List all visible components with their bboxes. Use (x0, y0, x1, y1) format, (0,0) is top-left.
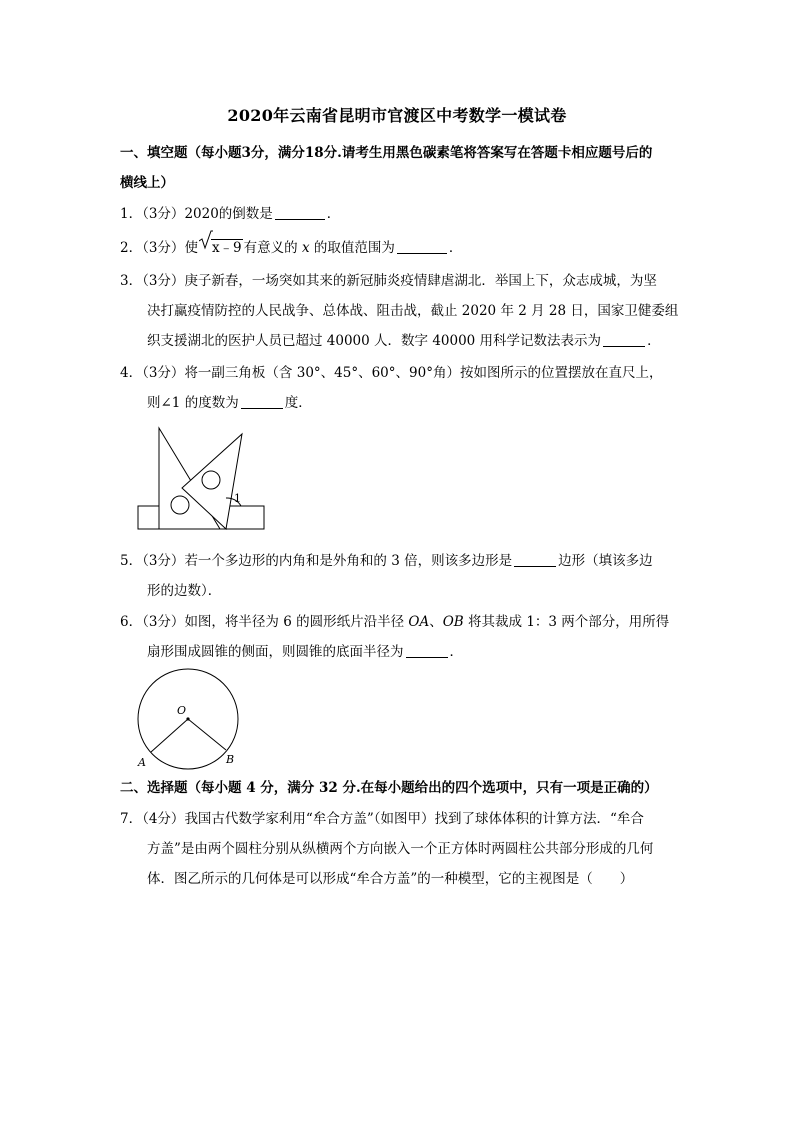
q4-line1: 将一副三角板（含 30°、45°、60°、90°角）按如图所示的位置摆放在直尺上， (184, 365, 663, 381)
q5-line1: 若一个多边形的内角和是外角和的 3 倍，则该多边形是 (184, 553, 513, 569)
q6-end: ． (449, 644, 463, 660)
q2-radicand: x﹣9 (211, 240, 242, 256)
q7-line1: 我国古代数学家利用“牟合方盖”（如图甲）找到了球体体积的计算方法．“牟合 (184, 811, 644, 827)
q2-number: 2． (120, 240, 143, 256)
q6-line2-wrap (120, 637, 680, 667)
q2-post2: 的取值范围为 (313, 240, 395, 256)
question-6 (120, 607, 680, 667)
section-choice-header: 二、选择题（每小题 4 分，满分 32 分.在每小题给出的四个选项中，只有一项是正确的） (120, 780, 658, 796)
q4-line2: 则∠1 的度数为 (147, 395, 239, 411)
q3-answer-blank[interactable] (603, 332, 645, 347)
q7-score: （4分） (142, 811, 185, 827)
radius-oa-line (151, 719, 188, 752)
q1-end: ． (326, 206, 341, 222)
radius-ob-line (188, 719, 226, 750)
q3-line2: 决打赢疫情防控的人民战争、总体战、阻击战，截止 2020 年 2 月 28 日，国家卫健委组 (147, 303, 679, 319)
q1-score: （3分） (142, 206, 185, 222)
q6-circle-figure (134, 668, 244, 770)
q6-radius-oa: OA (408, 614, 430, 630)
q5-line2: 形的边数）． (147, 583, 222, 599)
q6-answer-blank[interactable] (406, 643, 448, 658)
q4-line2-wrap (120, 388, 680, 418)
q2-variable: x (301, 240, 310, 256)
q7-number: 7． (120, 811, 143, 827)
q2-pre: 使 (184, 240, 198, 256)
q2-answer-blank[interactable] (397, 239, 447, 254)
question-4 (120, 358, 680, 418)
q3-number: 3． (120, 273, 143, 289)
q1-text: 2020的倒数是 (184, 206, 273, 222)
q3-line3: 织支援湖北的医护人员已超过 40000 人．数字 40000 用科学记数法表示为 (147, 333, 602, 349)
section-fill-in-line1: 一、填空题（每小题3分，满分18分.请考生用黑色碳素笔将答案写在答题卡相应题号后的 (120, 145, 653, 161)
section-fill-in-header (120, 138, 680, 198)
question-5 (120, 546, 680, 606)
q6-line1: 如图，将半径为 6 的圆形纸片沿半径 (184, 614, 405, 630)
label-a: A (138, 756, 146, 769)
q5-score: （3分） (142, 553, 185, 569)
q6-score: （3分） (142, 614, 185, 630)
label-b: B (226, 753, 235, 766)
page-title: 2020年云南省昆明市官渡区中考数学一模试卷 (227, 106, 567, 125)
q5-line1b: 边形（填该多边 (558, 553, 653, 569)
q6-separator: 、 (429, 614, 443, 630)
q4-end: 度． (284, 395, 312, 411)
q2-score: （3分） (142, 240, 185, 256)
angle-1-label: 1 (234, 492, 241, 505)
q2-post: 有意义的 (243, 240, 298, 256)
q1-answer-blank[interactable] (275, 205, 325, 220)
q6-line1b: 将其裁成 1：3 两个部分，用所得 (468, 614, 670, 630)
question-2 (120, 233, 680, 263)
q6-radius-ob: OB (442, 614, 464, 630)
q3-end: ． (647, 333, 661, 349)
section-fill-in-line2: 横线上） (120, 175, 174, 191)
q4-score: （3分） (142, 365, 185, 381)
q4-triangle-ruler-figure (134, 424, 270, 534)
radical-sign-icon (199, 230, 213, 250)
label-o: O (177, 704, 187, 717)
q5-number: 5． (120, 553, 143, 569)
q7-line3: 体．图乙所示的几何体是可以形成“牟合方盖”的一种模型，它的主视图是（ ） (147, 871, 634, 887)
q3-line1: 庚子新春，一场突如其来的新冠肺炎疫情肆虐湖北．举国上下，众志成城，为坚 (184, 273, 657, 289)
q1-number: 1． (120, 206, 143, 222)
center-point (186, 717, 189, 720)
q5-answer-blank[interactable] (514, 552, 556, 567)
q3-line3-wrap (120, 326, 680, 356)
q3-score: （3分） (142, 273, 185, 289)
question-7 (120, 804, 680, 894)
sqrt-expression (199, 233, 243, 263)
q4-answer-blank[interactable] (241, 394, 283, 409)
q7-line2: 方盖”是由两个圆柱分别从纵横两个方向嵌入一个正方体时两圆柱公共部分形成的几何 (147, 841, 654, 857)
question-1 (120, 199, 680, 229)
q2-end: ． (448, 240, 463, 256)
q4-number: 4． (120, 365, 143, 381)
q6-line2: 扇形围成圆锥的侧面，则圆锥的底面半径为 (147, 644, 404, 660)
q6-number: 6． (120, 614, 143, 630)
question-3 (120, 266, 680, 356)
